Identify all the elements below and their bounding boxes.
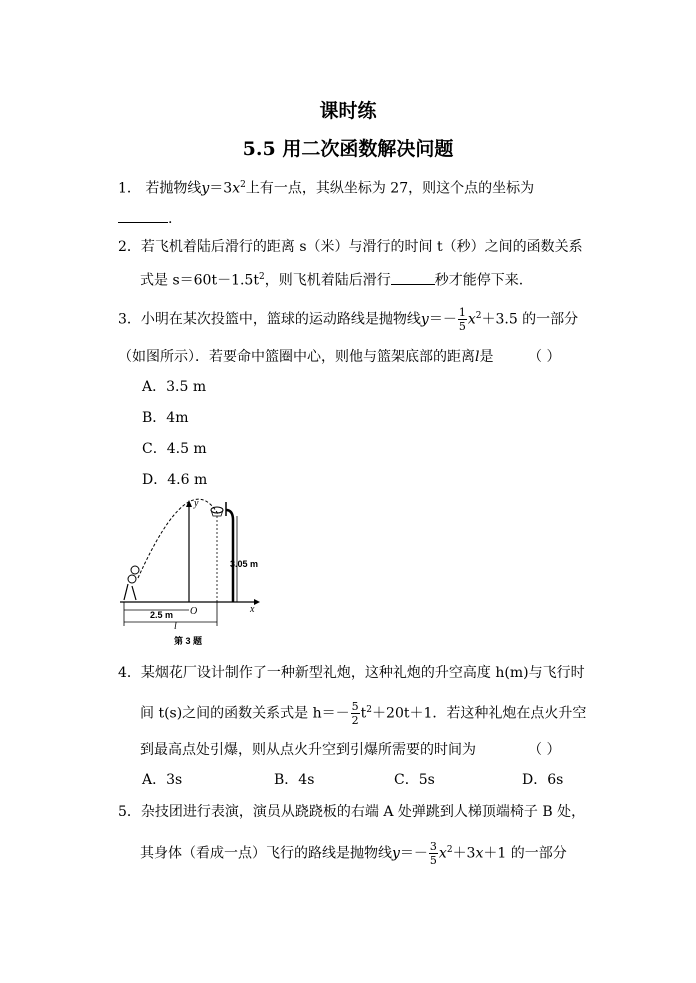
player-legs: [124, 584, 136, 600]
x-axis-arrow: [254, 599, 260, 605]
question-2: 2．若飞机着陆后滑行的距离 s（米）与滑行的时间 t（秒）之间的函数关系: [118, 239, 583, 255]
option-a[interactable]: A．3s: [142, 772, 183, 788]
question-4-line2: 间 t(s)之间的函数关系式是 h＝－ $\frac{5}{2}$ $t^2+20t+1$．若这种礼炮在点火升空: [140, 700, 587, 727]
fraction: $\frac{5}{2}$: [351, 700, 359, 727]
answer-blank[interactable]: [391, 270, 435, 285]
figure-caption: 第 3 题: [174, 636, 203, 646]
question-1-answer-line: .: [118, 208, 172, 228]
question-4: 4．某烟花厂设计制作了一种新型礼炮，这种礼炮的升空高度 h(m)与飞行时: [118, 665, 585, 681]
section-title: 5.5 用二次函数解决问题: [242, 138, 454, 160]
fraction: $\frac{3}{5}$: [429, 840, 437, 867]
option-d[interactable]: D．4.6 m: [142, 472, 208, 488]
question-5: 5．杂技团进行表演，演员从跷跷板的右端 A 处弹跳到人梯顶端椅子 B 处，: [118, 804, 586, 820]
question-1: 1． 若抛物线$y=3x^2$上有一点，其纵坐标为 27，则这个点的坐标为: [118, 180, 535, 197]
origin-label: O: [190, 606, 198, 617]
option-b[interactable]: B．4s: [274, 772, 315, 788]
height-label: 3.05 m: [230, 559, 259, 569]
distance-label: 2.5 m: [150, 610, 174, 620]
answer-paren[interactable]: （ ）: [528, 349, 561, 365]
answer-paren[interactable]: （ ）: [528, 742, 561, 758]
y-axis-label: y: [194, 498, 199, 509]
option-d[interactable]: D．6s: [522, 772, 564, 788]
question-3: 3．小明在某次投篮中，篮球的运动路线是抛物线y＝－ $\frac{1}{5}$ $x^2+3.5$ 的一部分: [118, 306, 579, 333]
basketball-figure: [120, 496, 270, 648]
answer-blank[interactable]: [118, 208, 168, 223]
option-c[interactable]: C．4.5 m: [142, 441, 207, 457]
player-head: [131, 566, 139, 574]
question-2-line2: 式是 $s=60t-1.5t^2$，则飞机着陆后滑行 秒才能停下来.: [140, 268, 523, 290]
option-a[interactable]: A．3.5 m: [142, 379, 207, 395]
hoop-pole: [226, 510, 233, 602]
question-3-line2: （如图所示）．若要命中篮圈中心，则他与篮架底部的距离l是: [118, 349, 494, 365]
figure-svg: [120, 496, 270, 648]
trajectory-curve: [138, 499, 218, 578]
l-label: l: [174, 621, 177, 632]
option-b[interactable]: B．4m: [142, 410, 189, 426]
page-title: 课时练: [319, 100, 377, 122]
option-c[interactable]: C．5s: [394, 772, 435, 788]
fraction: $\frac{1}{5}$: [458, 306, 466, 333]
question-5-line2: 其身体（看成一点）飞行的路线是抛物线y＝－ $\frac{3}{5}$ $x^2+3x+1$ 的一部分: [140, 840, 567, 867]
x-axis-label: x: [250, 604, 255, 615]
player-body: [128, 575, 136, 583]
question-4-line3: 到最高点处引爆，则从点火升空到引爆所需要的时间为: [140, 742, 476, 758]
